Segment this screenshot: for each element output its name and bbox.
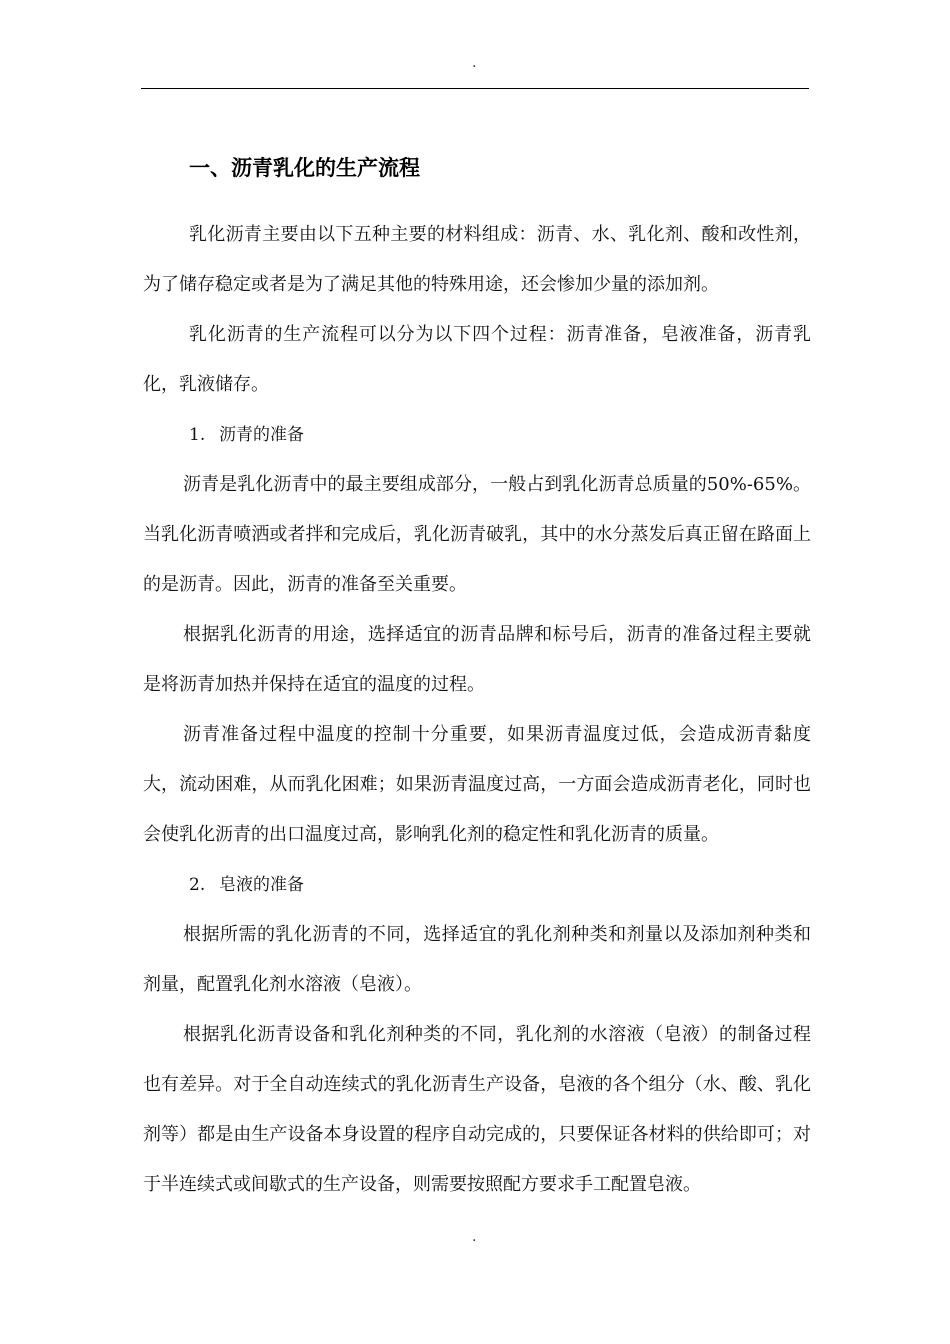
document-body <box>143 146 811 1210</box>
body-paragraph: 根据乳化沥青的用途，选择适宜的沥青品牌和标号后，沥青的准备过程主要就是将沥青加热并保持在适宜的温度的过程。 <box>143 624 811 695</box>
intro-paragraph: 乳化沥青主要由以下五种主要的材料组成：沥青、水、乳化剂、酸和改性剂，为了储存稳定或者是为了满足其他的特殊用途，还会惨加少量的添加剂。 <box>143 224 811 295</box>
subsection-number: 1. <box>189 425 206 445</box>
subsection-number: 2. <box>189 875 206 895</box>
header-mark: . <box>472 55 477 71</box>
footer-mark: . <box>472 1229 477 1245</box>
section-title: 一、沥青乳化的生产流程 <box>189 156 420 180</box>
body-paragraph: 沥青是乳化沥青中的最主要组成部分，一般占到乳化沥青总质量的50%-65%。当乳化沥青喷洒或者拌和完成后，乳化沥青破乳，其中的水分蒸发后真正留在路面上的是沥青。因此，沥青的准备至关重要。 <box>143 474 811 595</box>
header-rule <box>141 88 809 89</box>
body-paragraph: 根据乳化沥青设备和乳化剂种类的不同，乳化剂的水溶液（皂液）的制备过程也有差异。对于全自动连续式的乳化沥青生产设备，皂液的各个组分（水、酸、乳化剂等）都是由生产设备本身设置的程序自动完成的，只要保证各材料的供给即可；对于半连续式或间歇式的生产设备，则需要按照配方要求手工配置皂液。 <box>143 1024 811 1195</box>
subsection-title: 皂液的准备 <box>219 875 304 895</box>
body-paragraph: 根据所需的乳化沥青的不同，选择适宜的乳化剂种类和剂量以及添加剂种类和剂量，配置乳化剂水溶液（皂液）。 <box>143 924 811 995</box>
subsection-title: 沥青的准备 <box>219 425 304 445</box>
body-paragraph: 沥青准备过程中温度的控制十分重要，如果沥青温度过低，会造成沥青黏度大，流动困难，从而乳化困难；如果沥青温度过高，一方面会造成沥青老化，同时也会使乳化沥青的出口温度过高，影响乳化剂的稳定性和乳化沥青的质量。 <box>143 724 811 845</box>
intro-paragraph: 乳化沥青的生产流程可以分为以下四个过程：沥青准备，皂液准备，沥青乳化，乳液储存。 <box>143 324 811 395</box>
subsection-heading <box>189 410 811 460</box>
subsection-heading <box>189 860 811 910</box>
